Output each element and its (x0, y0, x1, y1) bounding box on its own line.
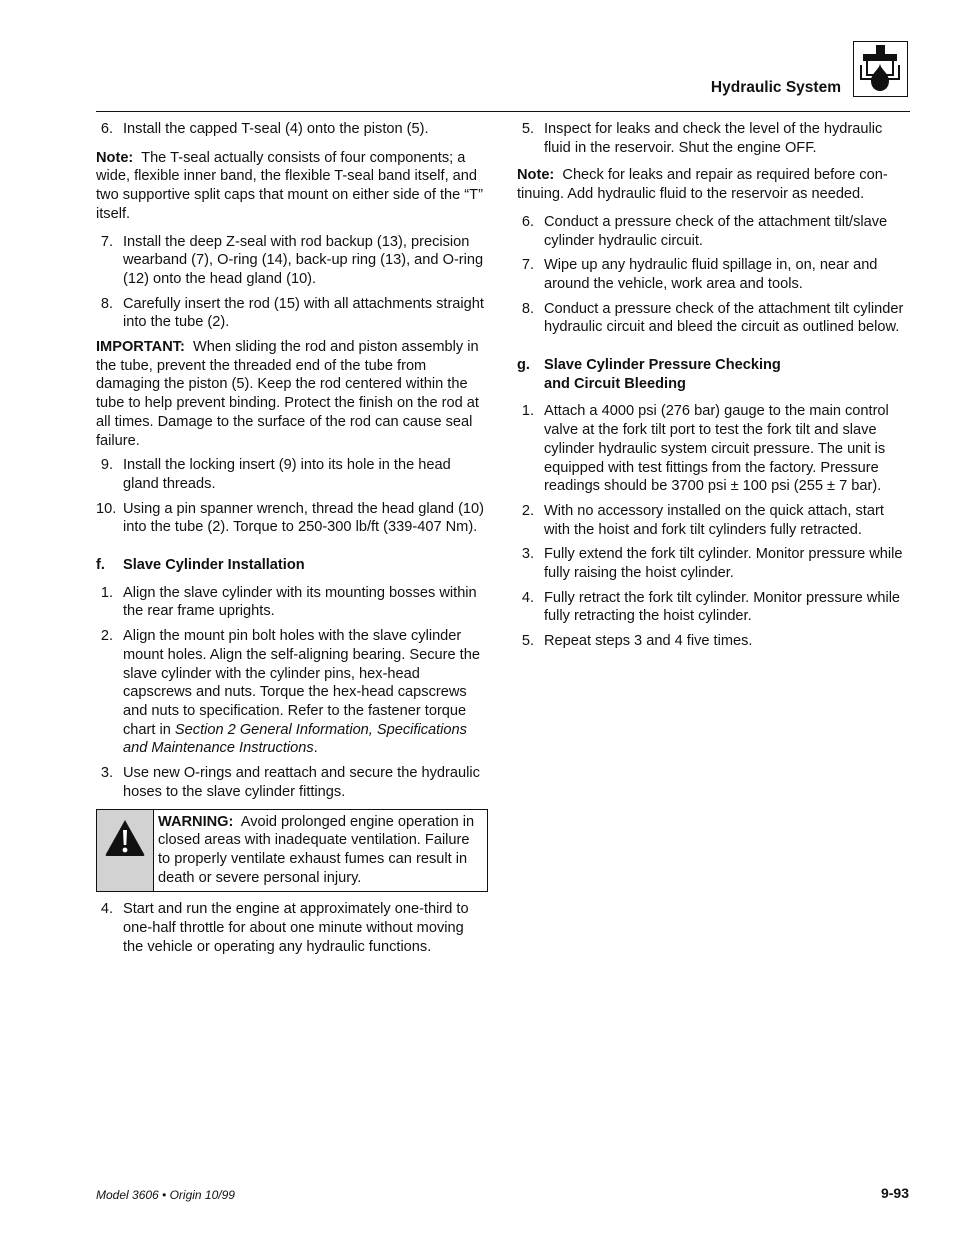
page-header-title: Hydraulic System (710, 79, 841, 96)
footer-model-origin: Model 3606 • Origin 10/99 (96, 1188, 235, 1202)
note-leaks: Note: Check for leaks and repair as required before con-tinuing. Add hydraulic fluid to the reservoir as needed. (517, 167, 888, 203)
warning-box (96, 809, 488, 893)
step-7: 7. Install the deep Z-seal with rod backup (13), precision wearband (7), O-ring (14), back-up ring (13), and O-ring (12) onto the head gland (10). (100, 233, 484, 287)
hydraulic-oil-drop-icon (853, 41, 908, 97)
warning-triangle-icon (97, 810, 154, 892)
step-g3: 3. Fully extend the fork tilt cylinder. Monitor pressure while fully raising the hoist cylinder. (521, 546, 903, 582)
section-f-heading: f. Slave Cylinder Installation (96, 557, 305, 574)
step-f4: 4. Start and run the engine at approximately one-third to one-half throttle for about one minute without moving the vehicle or operating any hydraulic functions. (100, 901, 469, 955)
step-g5: 5. Repeat steps 3 and 4 five times. (521, 633, 753, 650)
important-note: IMPORTANT: When sliding the rod and piston assembly in the tube, prevent the threaded end of the tube from damaging the piston (5). Keep the rod centered within the tube to help prevent binding. Protect the finish on the rod at all times. Damage to the surface of the rod can cause seal failure. (96, 339, 479, 449)
section-g-heading: g. Slave Cylinder Pressure Checking and Circuit Bleeding (517, 357, 781, 392)
step-f8: 8. Conduct a pressure check of the attachment tilt cylinder hydraulic circuit and bleed the circuit as outlined below. (521, 300, 904, 336)
step-f3: 3. Use new O-rings and reattach and secure the hydraulic hoses to the slave cylinder fittings. (100, 765, 480, 800)
warning-text: WARNING: Avoid prolonged engine operation in closed areas with inadequate ventilation. Failure to properly ventilate exhaust fumes can result in death or severe personal injury. (158, 813, 475, 886)
step-g4: 4. Fully retract the fork tilt cylinder. Monitor pressure while fully retracting the hoist cylinder. (521, 589, 901, 625)
step-8: 8. Carefully insert the rod (15) with all attachments straight into the tube (2). (100, 295, 484, 331)
page-number: 9-93 (880, 1185, 909, 1201)
step-f7: 7. Wipe up any hydraulic fluid spillage in, on, near and around the vehicle, work area and tools. (521, 257, 878, 292)
step-10: 10. Using a pin spanner wrench, thread the head gland (10) into the tube (2). Torque to 250-300 lb/ft (339-407 Nm). (96, 500, 485, 536)
step-9: 9. Install the locking insert (9) into its hole in the head gland threads. (100, 457, 451, 492)
step-f2: 2. Align the mount pin bolt holes with the slave cylinder mount holes. Align the self-aligning bearing. Secure the slave cylinder with the cylinder pins, hex-head capscrews and nuts. Torque the hex-head capscrews and nuts to specification. Refer to the fastener torque chart in Section 2 General Information, Specifications and Maintenance Instructions. (100, 628, 480, 757)
left-column (96, 120, 488, 956)
step-g1: 1. Attach a 4000 psi (276 bar) gauge to the main control valve at the fork tilt port to test the fork tilt and slave cylinder hydraulic system circuit pressure. The unit is equipped with test fittings from the factory. Pressure readings should be 3700 psi ± 100 psi (255 ± 7 bar). (521, 403, 889, 495)
right-column (517, 120, 911, 651)
step-6: 6. Install the capped T-seal (4) onto the piston (5). (100, 121, 429, 137)
header-rule (96, 111, 910, 112)
note-tseal: Note: The T-seal actually consists of four components; a wide, flexible inner band, the flexible T-seal band itself, and two supportive split caps that mount on either side of the “T” itself. (96, 149, 483, 222)
step-f6: 6. Conduct a pressure check of the attachment tilt/slave cylinder hydraulic circuit. (521, 213, 888, 249)
step-f1: 1. Align the slave cylinder with its mounting bosses within the rear frame uprights. (100, 584, 477, 620)
step-g2: 2. With no accessory installed on the quick attach, start with the hoist and fork tilt cylinders fully retracted. (521, 502, 884, 538)
step-f5: 5. Inspect for leaks and check the level of the hydraulic fluid in the reservoir. Shut the engine OFF. (521, 121, 883, 156)
